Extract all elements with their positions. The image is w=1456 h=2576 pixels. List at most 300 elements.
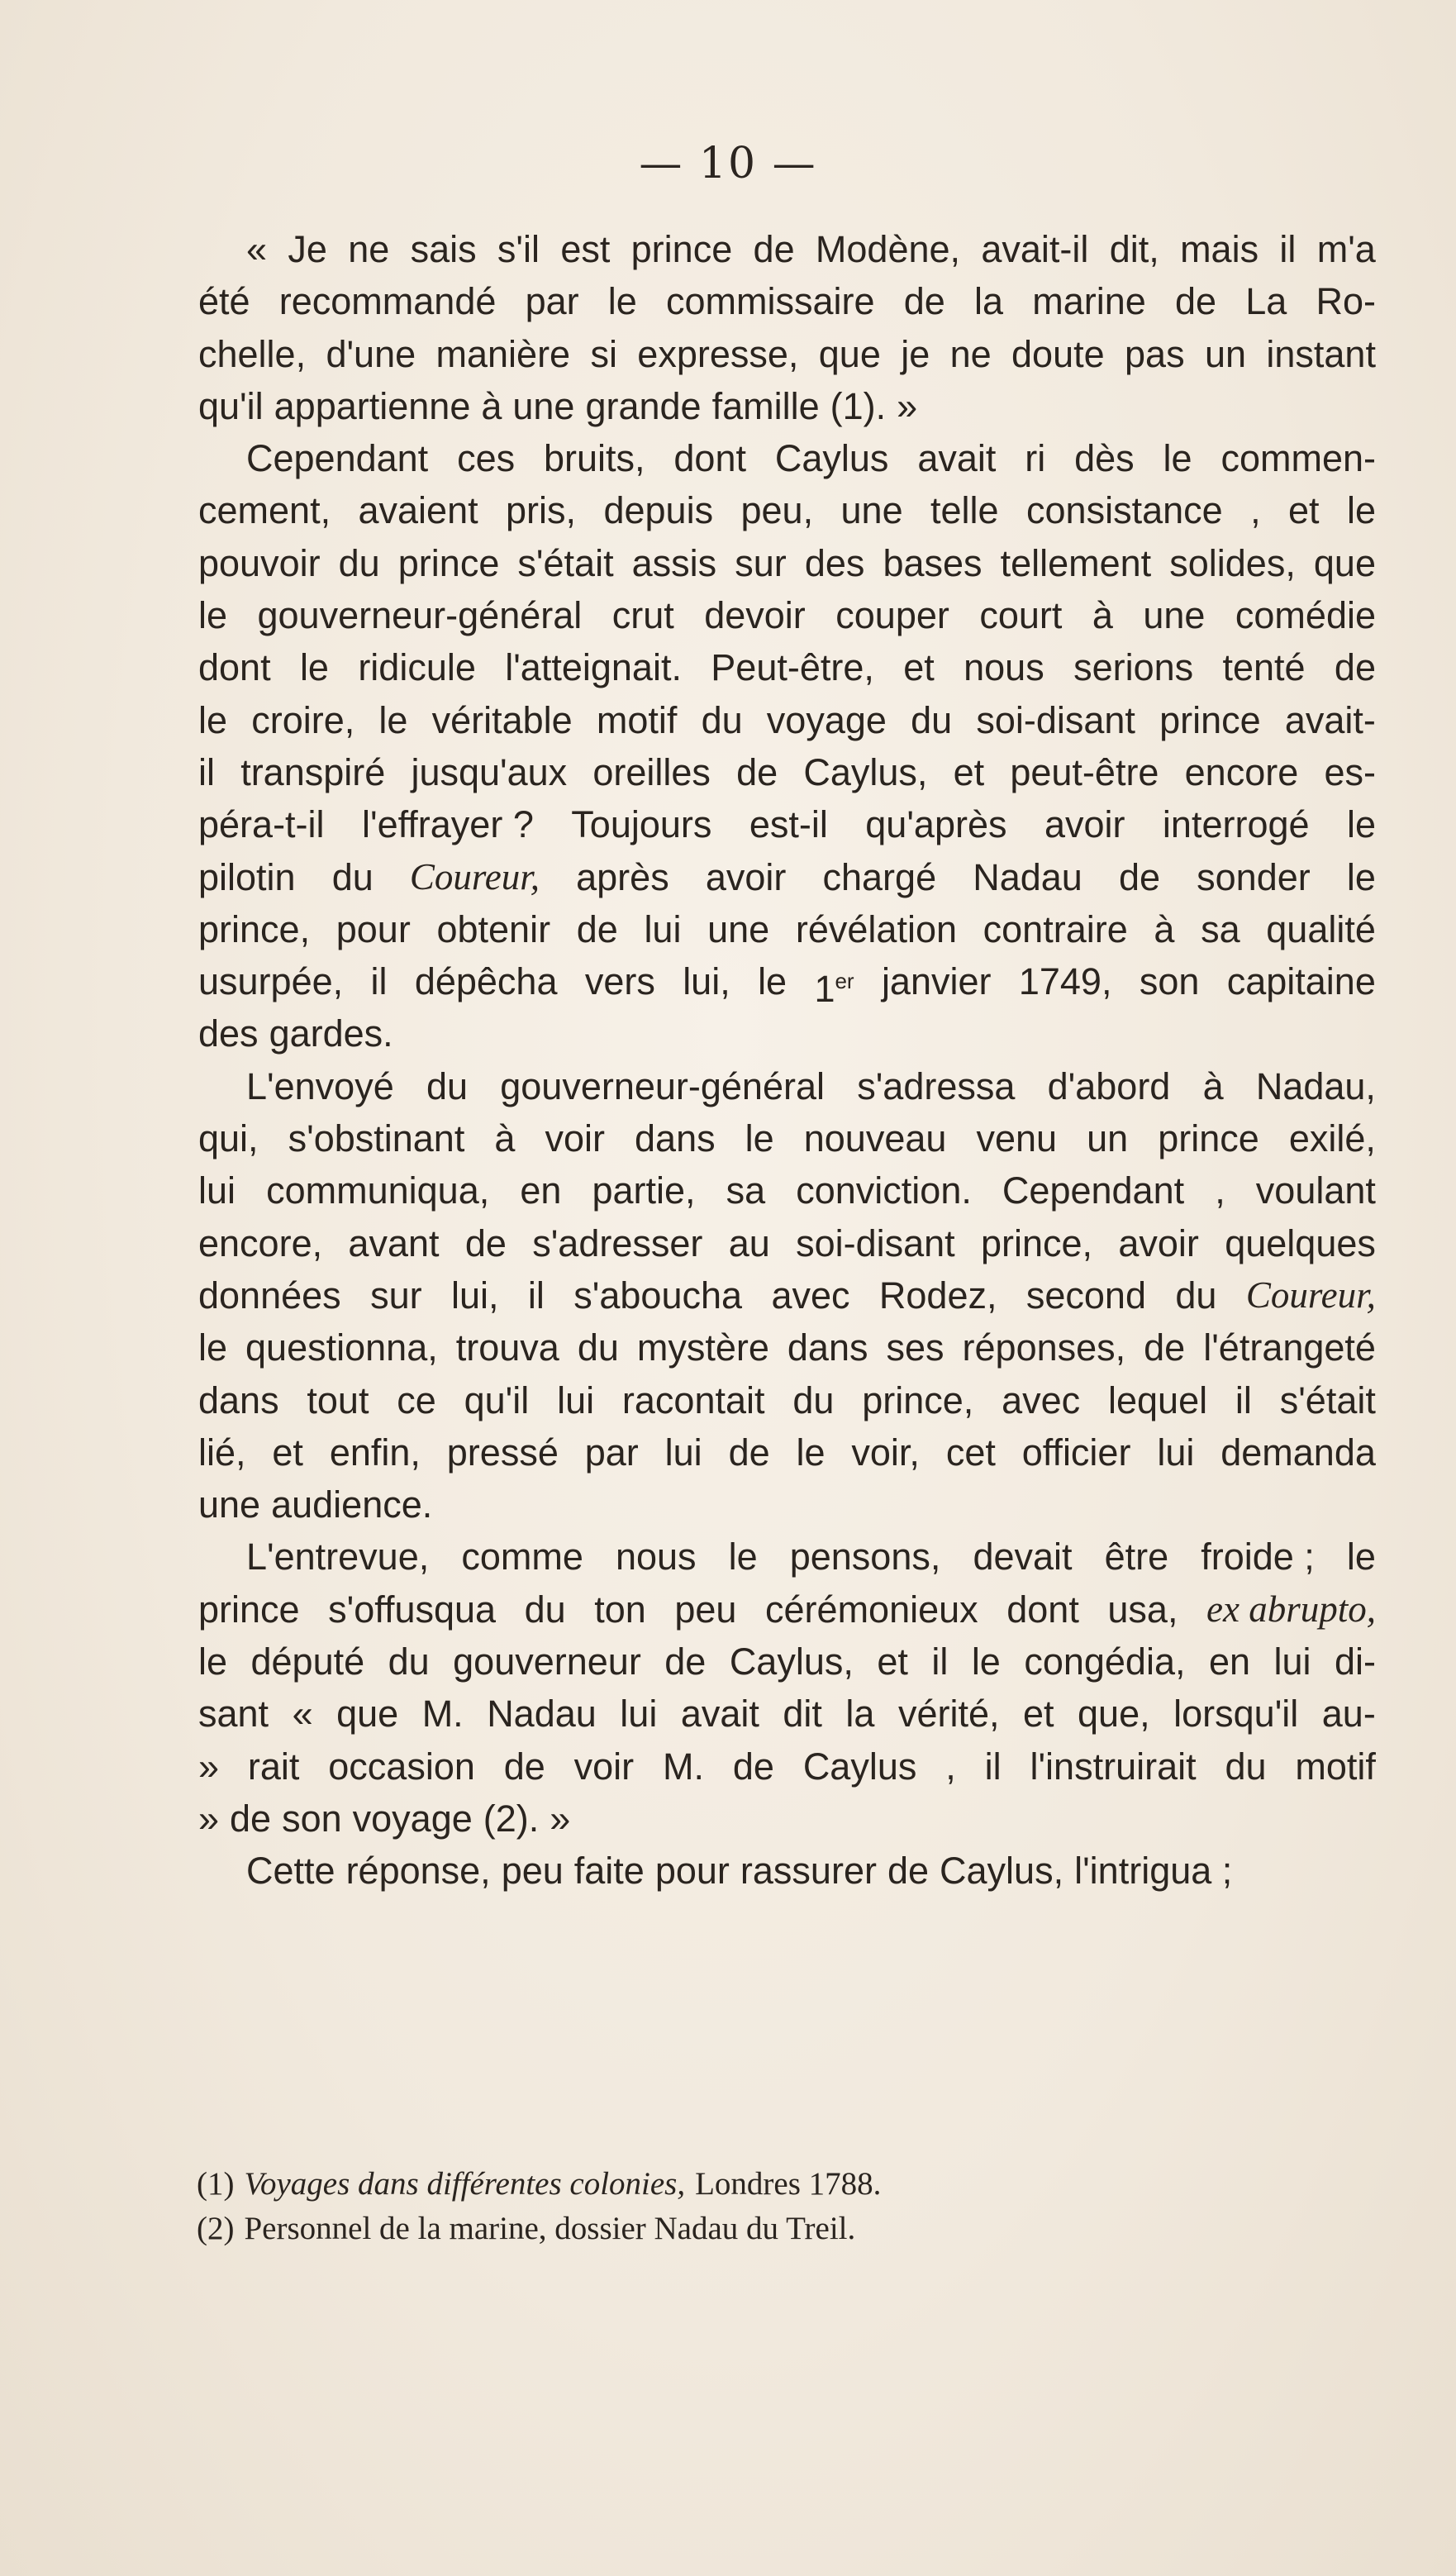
word: crut [611,594,674,637]
word: pas [1125,332,1185,375]
word: cet [945,1431,996,1474]
word: de [503,1745,545,1788]
word: faite [573,1850,645,1893]
word: grande [585,384,702,427]
footnote-marker: (2) [197,2211,235,2246]
word: le [1163,437,1192,480]
text-line [198,694,1376,746]
word: réponse, [345,1850,491,1893]
word: second [1025,1274,1146,1317]
text-line [198,1740,1376,1793]
word: sur [735,541,787,584]
word: chelle, [198,332,307,375]
word: avaient [358,489,478,532]
word: s'était [517,541,614,584]
word: comme [461,1536,583,1578]
word: usa, [1107,1588,1178,1631]
word: avoir [1044,803,1125,846]
word: le [1346,803,1376,846]
word: lui [1273,1640,1311,1683]
word: l'effrayer ? [361,803,534,846]
text-line [198,537,1376,589]
word: janvier [881,960,992,1003]
word: prince [630,228,733,270]
word: devait [973,1536,1073,1578]
word: une [840,489,903,532]
word: d'une [326,332,416,375]
word: » [198,1797,220,1840]
word: par [584,1431,639,1474]
word: communiqua, [266,1169,490,1212]
word: doute [1011,332,1105,375]
word: lui, [683,960,730,1003]
word: de [464,1221,507,1264]
text-line [198,1845,1376,1897]
word: le [745,1117,774,1160]
word: obtenir [436,907,551,950]
word: avait [680,1693,759,1736]
word: gouverneur-général [257,594,583,637]
word: s'était [1279,1378,1376,1421]
word: exilé, [1288,1117,1376,1160]
word: le [1346,855,1376,898]
word: marine [1032,280,1146,323]
word: de [230,1797,272,1840]
word: lui [557,1378,595,1421]
word: avec [771,1274,850,1317]
word: Ro- [1316,280,1376,323]
word: à [1092,594,1113,637]
word: l'étrangeté [1203,1326,1376,1369]
word: ce [397,1378,436,1421]
text-line [198,1007,1376,1059]
word: Caylus, [729,1640,854,1683]
word: son [1139,960,1200,1003]
word: prince, [862,1378,974,1421]
word: nouveau [803,1117,947,1160]
word: la [974,280,1004,323]
word: par [525,280,579,323]
word: le [198,698,228,741]
word: pressé [446,1431,559,1474]
word: Caylus, [803,750,928,793]
word: lorsqu'il [1173,1693,1299,1736]
word: à [481,384,502,427]
word: (2). [483,1797,540,1840]
word: du [426,1064,469,1107]
word: pris, [506,489,577,532]
word: Nadau [973,855,1082,898]
word: à [1202,1064,1224,1107]
word: Nadau, [1255,1064,1376,1107]
word: ri [1025,437,1046,480]
word: lui, [450,1274,499,1317]
word: le [198,1640,228,1683]
word: été [198,280,250,323]
word: froide ; [1201,1536,1315,1578]
word: lui [1157,1431,1195,1474]
word: qu'après [865,803,1007,846]
paragraph [198,1531,1376,1845]
word: dit [783,1693,822,1736]
word: » [897,384,918,427]
word: congédia, [1024,1640,1186,1683]
word: bases [883,541,983,584]
text-line [198,1060,1376,1112]
word: du [792,1378,835,1421]
word: tout [307,1378,369,1421]
word: commen- [1220,437,1376,480]
word: famille [711,384,820,427]
word: » [198,1745,220,1788]
word: et [272,1431,303,1474]
word: voir [573,1745,635,1788]
word: de [887,1850,930,1893]
word: Cependant [1002,1169,1185,1212]
word: l'instruirait [1030,1745,1197,1788]
word: nous [964,646,1044,689]
word: pour [654,1850,730,1893]
word: de [576,907,618,950]
word: pouvoir [198,541,321,584]
word: qu'il [198,384,264,427]
word: tellement [1000,541,1152,584]
word: Rodez, [878,1274,997,1317]
word: sur [370,1274,422,1317]
word: sa [1201,907,1240,950]
word: 1749, [1018,960,1112,1003]
word: des [198,1012,259,1055]
word: manière [435,332,571,375]
word: et [877,1640,908,1683]
word: et [903,646,935,689]
word: données [198,1274,341,1317]
word: le [198,1326,228,1369]
text-line [198,275,1376,327]
word: que [336,1693,399,1736]
text-line [198,851,1376,903]
word: demanda [1220,1431,1376,1474]
word: commissaire [666,280,875,323]
word: ton [594,1588,646,1631]
text-line [198,328,1376,380]
word: dans [635,1117,716,1160]
word: nous [615,1536,697,1578]
word: lequel [1107,1378,1208,1421]
text-line [198,223,1376,275]
word: telle [930,489,999,532]
body-text [198,223,1376,1897]
word: le [758,960,787,1003]
word: une [707,907,770,950]
text-line [198,903,1376,955]
text-line [198,1112,1376,1164]
word: Toujours [571,803,712,846]
text-line [198,1636,1376,1688]
text-line [198,641,1376,693]
word: il [198,750,215,793]
word: s'obstinant [288,1117,465,1160]
word: M. [421,1693,464,1736]
word: lui [620,1693,658,1736]
word: après [576,855,669,898]
word: » [550,1797,571,1840]
word: solides, [1169,541,1296,584]
word: rassurer [740,1850,877,1893]
text-line [198,1478,1376,1531]
word: mais [1180,228,1259,270]
word: du [331,855,374,898]
word: , [1250,489,1261,532]
word: peu, [740,489,814,532]
word: oreilles [592,750,711,793]
footnotes [197,2162,1188,2251]
word: de [1334,646,1376,689]
word: si [590,332,617,375]
word: interrogé [1162,803,1310,846]
word: voyage [352,1797,473,1840]
word: devoir [704,594,806,637]
word: usurpée, [198,960,344,1003]
word: avait-il [981,228,1089,270]
word: pilotin [198,855,296,898]
word: avoir [705,855,787,898]
word: prince [1159,698,1261,741]
word: L'envoyé [246,1064,394,1107]
word: « [246,228,268,270]
word: dit, [1109,228,1159,270]
word: venu [976,1117,1058,1160]
word: chargé [822,855,937,898]
word: voir, [851,1431,920,1474]
word: conviction. [796,1169,972,1212]
word: le [198,594,228,637]
word: le [971,1640,1001,1683]
word: soi-disant [796,1221,955,1264]
text-line [198,1269,1376,1321]
word: ridicule [358,646,476,689]
word: partie, [592,1169,696,1212]
word: il [931,1640,949,1683]
text-line [198,1531,1376,1583]
word: di- [1334,1640,1376,1683]
word: député [250,1640,365,1683]
word: et [1023,1693,1054,1736]
word: avait- [1284,698,1376,741]
word: prince [198,1588,300,1631]
word: prince, [980,1221,1093,1264]
word: gouverneur-général [500,1064,825,1107]
word: s'adressa [857,1064,1016,1107]
word: sant [198,1693,269,1736]
word: dépêcha [414,960,558,1003]
word: occasion [328,1745,475,1788]
word: le [378,698,408,741]
word: de [903,280,945,323]
word: m'a [1316,228,1376,270]
word: du [388,1640,430,1683]
word: ne [348,228,390,270]
word: gouverneur [453,1640,641,1683]
word: un [1087,1117,1129,1160]
word: le [607,280,637,323]
word: prince [1158,1117,1259,1160]
text-line [198,1688,1376,1740]
word: un [1204,332,1246,375]
word: capitaine [1226,960,1376,1003]
word: expresse, [637,332,799,375]
word: dans [198,1378,279,1421]
word: le [796,1431,826,1474]
word: questionna, [245,1326,438,1369]
word: court [979,594,1063,637]
word: s'aboucha [573,1274,743,1317]
word: il [527,1274,545,1317]
word: de [753,228,795,270]
text-line [198,1793,1376,1845]
text-line [198,1583,1376,1636]
word: rait [247,1745,300,1788]
footnote-text: Voyages dans différentes colonies, [244,2166,686,2202]
word: voulant [1255,1169,1376,1212]
word: du [524,1588,566,1631]
word: soi-disant [976,698,1135,741]
word: « [292,1693,313,1736]
word: dont [198,646,271,689]
word: peu [674,1588,737,1631]
ordinal-date: 1er [814,968,854,1011]
text-line [198,1321,1376,1374]
word: de [728,1431,770,1474]
word: en [520,1169,562,1212]
word: instant [1266,332,1376,375]
text-line [198,1217,1376,1269]
word: racontait [621,1378,765,1421]
word: assis [631,541,717,584]
text-line [198,589,1376,641]
word: du [1175,1274,1217,1317]
word: sais [410,228,477,270]
word: motif [1295,1745,1376,1788]
word: Cette [246,1850,335,1893]
word: ses [886,1326,944,1369]
word: qu'il [464,1378,530,1421]
word: lui [644,907,682,950]
word: trouva [455,1326,559,1369]
paragraph [198,1845,1376,1897]
word: véritable [431,698,573,741]
word: le [1346,489,1376,532]
word: l'atteignait. [505,646,682,689]
word: contraire [983,907,1128,950]
word: il [984,1745,1002,1788]
word: péra-t-il [198,803,325,846]
word: sa [726,1169,766,1212]
word: sonder [1197,855,1311,898]
word: dont [1006,1588,1079,1631]
word: depuis [603,489,714,532]
word: Cependant [246,437,429,480]
word: (1). [830,384,887,427]
word: du [911,698,953,741]
word: avec [1002,1378,1081,1421]
word: qualité [1266,907,1376,950]
text-line [198,955,1376,1011]
word: serions [1073,646,1194,689]
word: une [1143,594,1206,637]
word: d'abord [1047,1064,1171,1107]
word: appartienne [274,384,471,427]
word: il [1235,1378,1252,1421]
word: audience. [271,1483,433,1526]
word: dès [1074,437,1135,480]
word: tenté [1222,646,1306,689]
word: Je [288,228,327,270]
word: enfin, [329,1431,421,1474]
page-number: — 10 — [639,139,817,188]
word: de [736,750,778,793]
word: est-il [749,803,828,846]
word: la [845,1693,875,1736]
paragraph [198,1060,1376,1531]
word: que [1313,541,1376,584]
word: et [1288,489,1320,532]
word: est [560,228,611,270]
text-line [198,1164,1376,1217]
word: s'il [497,228,540,270]
text-line [198,746,1376,798]
word: dont [673,437,746,480]
word: Modène, [815,228,961,270]
word: encore [1184,750,1299,793]
word: je [901,332,930,375]
word: dans [787,1326,868,1369]
word: ces [457,437,516,480]
word: Coureur, [409,855,540,898]
word: mystère [636,1326,769,1369]
word: de [1174,280,1217,323]
word: du [577,1326,619,1369]
footnote-marker: (1) [197,2166,235,2202]
word: réponses, [962,1326,1126,1369]
word: encore, [198,1221,323,1264]
word: pour [335,907,411,950]
paragraph [198,432,1376,1060]
word: prince, [198,907,311,950]
word: couper [835,594,949,637]
word: bruits, [543,437,645,480]
word: consistance [1026,489,1223,532]
word: s'offusqua [328,1588,497,1631]
word: quelques [1225,1221,1376,1264]
word: de [1118,855,1161,898]
word: vers [584,960,655,1003]
word: de [664,1640,707,1683]
word: Caylus [802,1745,917,1788]
word: au [728,1221,770,1264]
word: que, [1078,1693,1150,1736]
word: à [494,1117,516,1160]
text-line [198,798,1376,850]
word: Peut-être, [711,646,874,689]
word: , [1215,1169,1225,1212]
word: avait [917,437,997,480]
word: Nadau [487,1693,597,1736]
word: vérité, [897,1693,1000,1736]
paragraph [198,223,1376,432]
word: des [804,541,865,584]
word: il [1279,228,1297,270]
